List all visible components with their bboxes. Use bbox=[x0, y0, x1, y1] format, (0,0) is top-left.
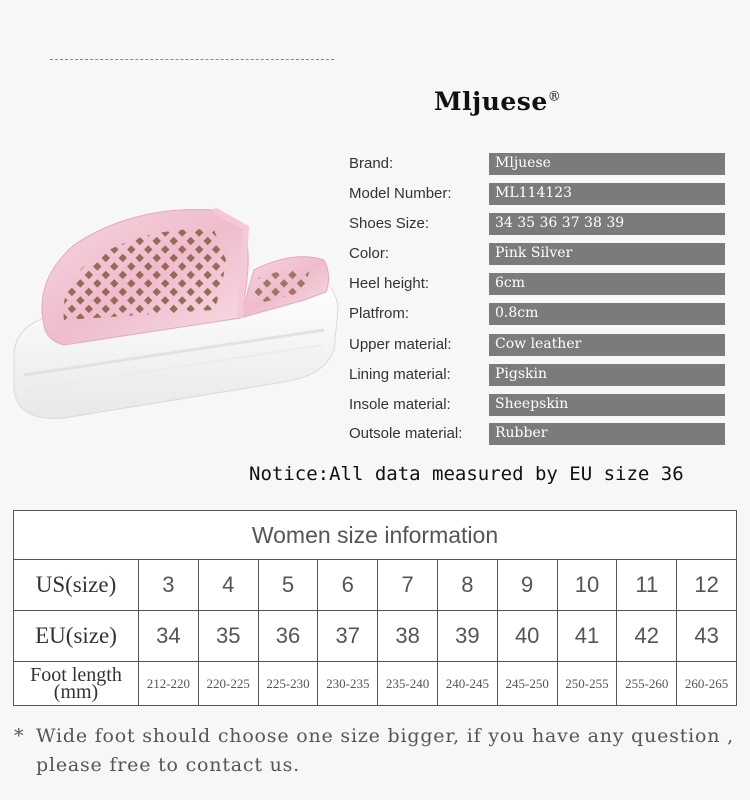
spec-value-bar bbox=[489, 273, 725, 295]
us-size-cell: 6 bbox=[318, 560, 378, 611]
spec-value-bar bbox=[489, 183, 725, 205]
spec-label: Heel height: bbox=[349, 275, 430, 292]
spec-value-bar bbox=[489, 394, 725, 416]
foot-length-cell: 240-245 bbox=[437, 662, 497, 706]
note-asterisk: * bbox=[14, 725, 25, 747]
spec-value-bar bbox=[489, 423, 725, 445]
eu-size-cell: 42 bbox=[617, 611, 677, 662]
spec-row-upper-material bbox=[349, 334, 729, 356]
us-size-cell: 8 bbox=[437, 560, 497, 611]
spec-value: 34 35 36 37 38 39 bbox=[495, 215, 625, 231]
size-advice-note bbox=[14, 722, 744, 780]
spec-label: Model Number: bbox=[349, 185, 452, 202]
spec-label: Upper material: bbox=[349, 336, 452, 353]
spec-row-shoes-size bbox=[349, 213, 729, 235]
foot-length-cell: 235-240 bbox=[378, 662, 438, 706]
spec-label: Outsole material: bbox=[349, 425, 463, 442]
us-size-cell: 7 bbox=[378, 560, 438, 611]
spec-value: 0.8cm bbox=[495, 305, 539, 321]
foot-length-cell: 245-250 bbox=[497, 662, 557, 706]
spec-value: Pink Silver bbox=[495, 245, 573, 261]
note-line-2: please free to contact us. bbox=[36, 754, 301, 776]
spec-row-lining-material bbox=[349, 364, 729, 386]
spec-value-bar bbox=[489, 243, 725, 265]
foot-length-cell: 225-230 bbox=[258, 662, 318, 706]
dashed-divider bbox=[50, 59, 334, 60]
eu-size-cell: 39 bbox=[437, 611, 497, 662]
spec-label: Shoes Size: bbox=[349, 215, 430, 232]
eu-size-cell: 34 bbox=[139, 611, 199, 662]
us-size-cell: 11 bbox=[617, 560, 677, 611]
foot-length-cell: 212-220 bbox=[139, 662, 199, 706]
us-size-row bbox=[14, 560, 737, 611]
eu-size-cell: 40 bbox=[497, 611, 557, 662]
eu-size-cell: 41 bbox=[557, 611, 617, 662]
us-size-cell: 10 bbox=[557, 560, 617, 611]
us-size-label: US(size) bbox=[14, 560, 139, 611]
foot-length-cell: 255-260 bbox=[617, 662, 677, 706]
spec-row-outsole-material bbox=[349, 423, 729, 445]
spec-label: Lining material: bbox=[349, 366, 451, 383]
spec-value: 6cm bbox=[495, 275, 526, 291]
us-size-cell: 3 bbox=[139, 560, 199, 611]
spec-value-bar bbox=[489, 364, 725, 386]
eu-size-cell: 37 bbox=[318, 611, 378, 662]
eu-size-cell: 38 bbox=[378, 611, 438, 662]
spec-row-color bbox=[349, 243, 729, 265]
spec-value-bar bbox=[489, 303, 725, 325]
spec-row-model-number bbox=[349, 183, 729, 205]
spec-value: ML114123 bbox=[495, 185, 573, 201]
eu-size-cell: 35 bbox=[198, 611, 258, 662]
notice-text: Notice:All data measured by EU size 36 bbox=[249, 463, 684, 485]
foot-length-row bbox=[14, 662, 737, 706]
us-size-cell: 5 bbox=[258, 560, 318, 611]
spec-label: Insole material: bbox=[349, 396, 451, 413]
foot-length-unit: (mm) bbox=[53, 680, 99, 703]
spec-row-platform bbox=[349, 303, 729, 325]
spec-label: Platfrom: bbox=[349, 305, 410, 322]
eu-size-cell: 36 bbox=[258, 611, 318, 662]
spec-value-bar bbox=[489, 153, 725, 175]
shoe-image bbox=[4, 200, 344, 430]
us-size-cell: 9 bbox=[497, 560, 557, 611]
eu-size-row bbox=[14, 611, 737, 662]
eu-size-label: EU(size) bbox=[14, 611, 139, 662]
spec-value-bar bbox=[489, 213, 725, 235]
size-table bbox=[13, 510, 737, 706]
spec-value: Mljuese bbox=[495, 155, 551, 171]
foot-length-cell: 250-255 bbox=[557, 662, 617, 706]
spec-label: Brand: bbox=[349, 155, 394, 172]
spec-row-brand bbox=[349, 153, 729, 175]
spec-value: Rubber bbox=[495, 425, 548, 441]
us-size-cell: 4 bbox=[198, 560, 258, 611]
spec-value: Pigskin bbox=[495, 366, 548, 382]
spec-row-heel-height bbox=[349, 273, 729, 295]
spec-row-insole-material bbox=[349, 394, 729, 416]
spec-value: Cow leather bbox=[495, 336, 582, 352]
spec-value-bar bbox=[489, 334, 725, 356]
foot-length-cell: 230-235 bbox=[318, 662, 378, 706]
us-size-cell: 12 bbox=[677, 560, 737, 611]
spec-label: Color: bbox=[349, 245, 390, 262]
eu-size-cell: 43 bbox=[677, 611, 737, 662]
note-line-1: Wide foot should choose one size bigger, if you have any question , bbox=[36, 725, 734, 747]
spec-value: Sheepskin bbox=[495, 396, 569, 412]
brand-title: Mljuese® bbox=[434, 87, 562, 116]
foot-length-label-text: Foot length bbox=[30, 663, 122, 686]
size-table-caption: Women size information bbox=[14, 511, 737, 560]
foot-length-label bbox=[14, 662, 139, 706]
foot-length-cell: 220-225 bbox=[198, 662, 258, 706]
foot-length-cell: 260-265 bbox=[677, 662, 737, 706]
